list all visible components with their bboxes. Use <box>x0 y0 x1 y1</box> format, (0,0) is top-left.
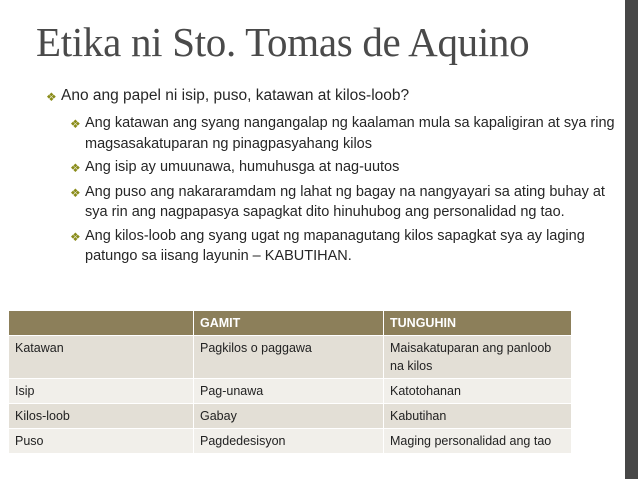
table-cell: Maging personalidad ang tao <box>384 429 572 454</box>
table-cell: Katotohanan <box>384 379 572 404</box>
table-cell: Pag-unawa <box>194 379 384 404</box>
sub-bullet <box>70 113 616 154</box>
bullet-list <box>46 86 616 267</box>
table-header-cell: GAMIT <box>194 311 384 336</box>
diamond-bullet-icon: ❖ <box>70 117 81 131</box>
table-cell: Puso <box>9 429 194 454</box>
table-cell: Kilos-loob <box>9 404 194 429</box>
sub-bullet-text: Ang kilos-loob ang syang ugat ng mapanagutang kilos sapagkat sya ay laging patungo sa iisang layunin – KABUTIHAN. <box>85 227 585 264</box>
table-row <box>9 379 572 404</box>
table-cell: Pagdedesisyon <box>194 429 384 454</box>
sub-bullet <box>70 157 616 179</box>
table-row <box>9 336 572 379</box>
table-row <box>9 404 572 429</box>
table-row <box>9 429 572 454</box>
sub-bullet <box>70 226 616 267</box>
table-header-cell <box>9 311 194 336</box>
diamond-bullet-icon: ❖ <box>70 161 81 175</box>
comparison-table <box>8 310 572 454</box>
table-header-row <box>9 311 572 336</box>
diamond-bullet-icon: ❖ <box>46 90 57 104</box>
slide-title: Etika ni Sto. Tomas de Aquino <box>36 19 530 65</box>
table-cell: Pagkilos o paggawa <box>194 336 384 379</box>
table-cell: Kabutihan <box>384 404 572 429</box>
table-cell: Katawan <box>9 336 194 379</box>
diamond-bullet-icon: ❖ <box>70 229 81 244</box>
table-header-cell: TUNGUHIN <box>384 311 572 336</box>
diamond-bullet-icon: ❖ <box>70 185 81 200</box>
sub-bullet-text: Ang katawan ang syang nangangalap ng kaalaman mula sa kapaligiran at sya ring magsasakatuparan ng pinagpasyahang kilos <box>85 115 615 152</box>
table-cell: Isip <box>9 379 194 404</box>
sub-bullet-text: Ang isip ay umuunawa, humuhusga at nag-uutos <box>85 159 400 175</box>
bullet-question <box>46 86 616 107</box>
table-cell: Maisakatuparan ang panloob na kilos <box>384 336 572 379</box>
sub-bullet-text: Ang puso ang nakararamdam ng lahat ng bagay na nangyayari sa ating buhay at sya rin ang nagpapasya sapagkat dito hinuhubog ang personalidad ng tao. <box>85 183 605 220</box>
table-cell: Gabay <box>194 404 384 429</box>
question-text: Ano ang papel ni isip, puso, katawan at kilos-loob? <box>61 87 410 104</box>
slide-side-bar <box>625 0 638 479</box>
sub-bullet <box>70 182 616 223</box>
